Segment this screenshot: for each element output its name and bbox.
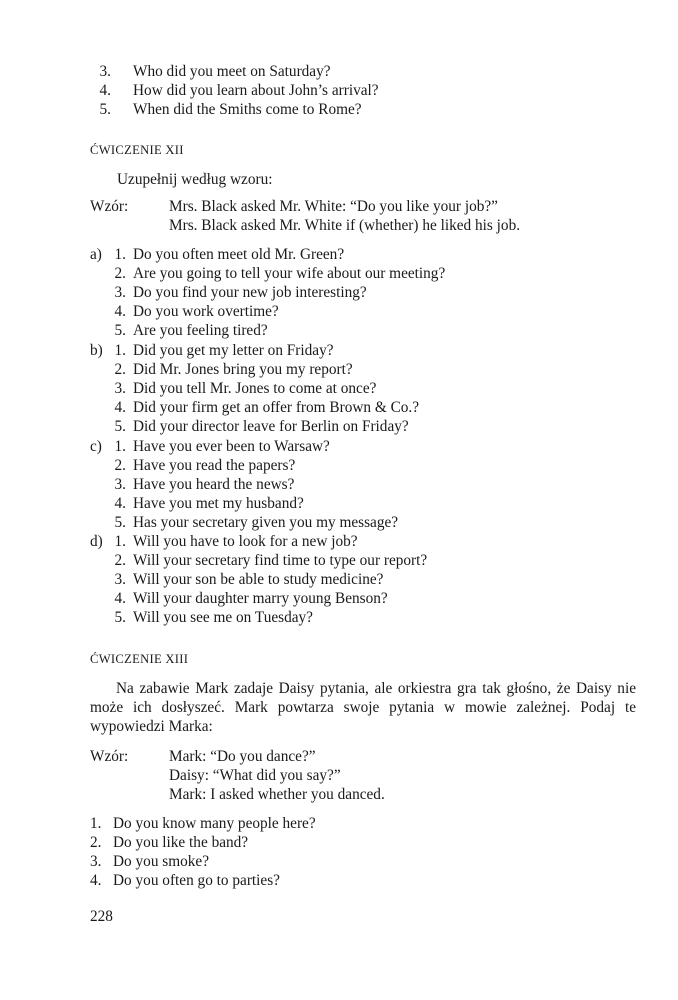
list-item-number: 5.: [114, 514, 126, 531]
group-label: a): [90, 246, 102, 263]
list-item-text: Will you have to look for a new job?: [133, 533, 358, 550]
wzor-line: Mark: “Do you dance?”: [169, 748, 316, 765]
list-item-number: 5.: [114, 418, 126, 435]
list-item-text: Have you heard the news?: [133, 476, 295, 493]
list-item-number: 2.: [114, 457, 126, 474]
list-item-number: 3.: [114, 284, 126, 301]
list-item-text: Who did you meet on Saturday?: [133, 63, 331, 80]
list-item-text: Do you smoke?: [113, 853, 210, 870]
wzor-label: Wzór:: [90, 198, 129, 215]
list-item-number: 4.: [114, 399, 126, 416]
exercise-heading: ĆWICZENIE XII: [90, 143, 184, 157]
list-item-number: 4.: [114, 590, 126, 607]
wzor-line: Mrs. Black asked Mr. White: “Do you like your job?”: [169, 198, 498, 215]
list-item-text: How did you learn about John’s arrival?: [133, 82, 379, 99]
group-label: d): [90, 533, 103, 550]
list-item-text: Will you see me on Tuesday?: [133, 609, 313, 626]
group-label: c): [90, 438, 102, 455]
exercise-paragraph: Na zabawie Mark zadaje Daisy pytania, ale orkiestra gra tak głośno, że Daisy nie może ich dosłyszeć. Mark powtarza swoje pytania w mowie zależnej. Podaj te wypowiedzi Marka:: [90, 680, 636, 735]
list-item-number: 5.: [114, 322, 126, 339]
list-item-number: 3.: [114, 571, 126, 588]
list-item-number: 4.: [114, 495, 126, 512]
list-item-text: Have you ever been to Warsaw?: [133, 438, 330, 455]
wzor-line: Mark: I asked whether you danced.: [169, 786, 385, 803]
list-item-text: Did you tell Mr. Jones to come at once?: [133, 380, 377, 397]
list-item-text: Did your firm get an offer from Brown & Co.?: [133, 399, 420, 416]
list-item-number: 1.: [114, 342, 126, 359]
list-item-text: Did you get my letter on Friday?: [133, 342, 334, 359]
list-item-text: Do you often go to parties?: [113, 872, 280, 889]
list-item-text: Have you read the papers?: [133, 457, 296, 474]
list-item-text: Do you often meet old Mr. Green?: [133, 246, 345, 263]
list-item-number: 1.: [114, 438, 126, 455]
list-item-text: Have you met my husband?: [133, 495, 304, 512]
group-label: b): [90, 342, 103, 359]
list-item-text: When did the Smiths come to Rome?: [133, 101, 362, 118]
list-item-number: 4.: [90, 872, 102, 889]
list-item-text: Do you know many people here?: [113, 815, 316, 832]
list-item-number: 4.: [114, 303, 126, 320]
list-item-number: 1.: [114, 533, 126, 550]
list-item-text: Did Mr. Jones bring you my report?: [133, 361, 353, 378]
list-item-text: Are you going to tell your wife about our meeting?: [133, 265, 446, 282]
exercise-instruction: Uzupełnij według wzoru:: [117, 171, 273, 188]
wzor-label: Wzór:: [90, 748, 129, 765]
list-item-number: 1.: [114, 246, 126, 263]
list-item-text: Do you find your new job interesting?: [133, 284, 367, 301]
list-item-number: 5.: [114, 609, 126, 626]
wzor-line: Daisy: “What did you say?”: [169, 767, 341, 784]
page-number: 228: [90, 908, 113, 925]
list-item-number: 2.: [114, 361, 126, 378]
wzor-line: Mrs. Black asked Mr. White if (whether) he liked his job.: [169, 217, 521, 234]
list-item-number: 5.: [99, 101, 111, 118]
list-item-text: Do you like the band?: [113, 834, 249, 851]
list-item-number: 4.: [99, 82, 111, 99]
list-item-number: 1.: [90, 815, 102, 832]
list-item-number: 3.: [114, 380, 126, 397]
list-item-number: 2.: [114, 265, 126, 282]
list-item-text: Will your daughter marry young Benson?: [133, 590, 388, 607]
list-item-text: Do you work overtime?: [133, 303, 279, 320]
list-item-number: 2.: [114, 552, 126, 569]
list-item-text: Are you feeling tired?: [133, 322, 268, 339]
list-item-number: 3.: [114, 476, 126, 493]
list-item-number: 3.: [90, 853, 102, 870]
list-item-text: Will your son be able to study medicine?: [133, 571, 384, 588]
list-item-text: Did your director leave for Berlin on Friday?: [133, 418, 409, 435]
list-item-number: 2.: [90, 834, 102, 851]
list-item-number: 3.: [99, 63, 111, 80]
exercise-heading: ĆWICZENIE XIII: [90, 652, 189, 666]
list-item-text: Has your secretary given you my message?: [133, 514, 399, 531]
list-item-text: Will your secretary find time to type our report?: [133, 552, 428, 569]
